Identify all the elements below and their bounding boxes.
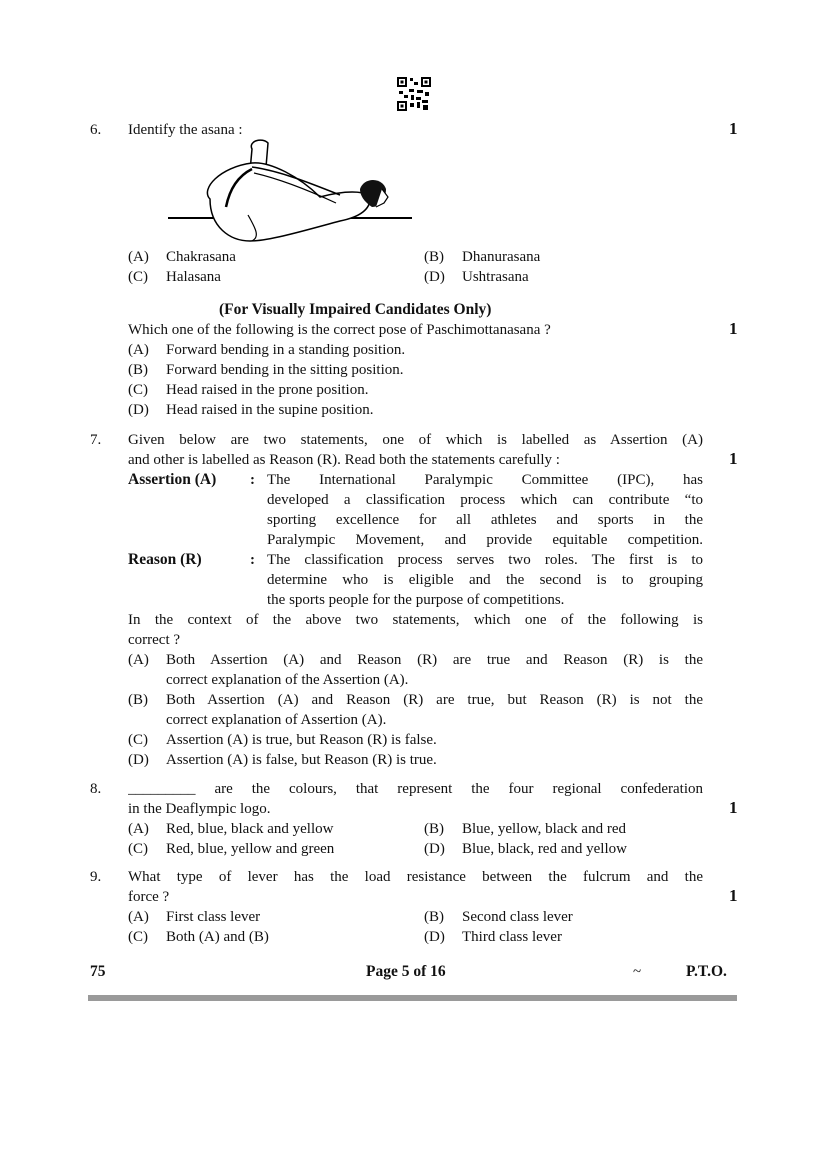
option-text: Both Assertion (A) and Reason (R) are true, but Reason (R) is not the: [166, 692, 703, 708]
option-text: Both Assertion (A) and Reason (R) are true and Reason (R) is the: [166, 652, 703, 668]
option-text: Forward bending in the sitting position.: [166, 362, 404, 378]
question-marks: 1: [729, 798, 738, 817]
assertion-text: developed a classification process which can contribute “to: [267, 492, 703, 508]
question-number: 8.: [90, 781, 102, 797]
question-number: 9.: [90, 869, 102, 885]
question-marks: 1: [729, 886, 738, 905]
option-text: Blue, yellow, black and red: [462, 821, 626, 837]
option-text: Chakrasana: [166, 249, 236, 265]
option-label: (B): [424, 821, 444, 837]
question-number: 7.: [90, 432, 102, 448]
option-text: Head raised in the prone position.: [166, 382, 369, 398]
question-marks: 1: [729, 119, 738, 138]
question-text: Given below are two statements, one of which is labelled as Assertion (A): [128, 432, 703, 448]
option-text: First class lever: [166, 909, 261, 925]
reason-label: Reason (R): [128, 551, 202, 568]
assertion-label: Assertion (A): [128, 471, 217, 488]
question-number: 6.: [90, 122, 102, 138]
option-label: (C): [128, 929, 148, 945]
reason-colon: :: [250, 552, 255, 568]
option-text: Assertion (A) is true, but Reason (R) is false.: [166, 732, 437, 748]
option-label: (B): [424, 909, 444, 925]
option-label: (C): [128, 732, 148, 748]
option-text: Dhanurasana: [462, 249, 541, 265]
option-text: Ushtrasana: [462, 269, 529, 285]
question-text: and other is labelled as Reason (R). Read both the statements carefully :: [128, 452, 560, 468]
option-label: (D): [128, 402, 149, 418]
option-label: (D): [424, 269, 445, 285]
option-text: Halasana: [166, 269, 221, 285]
question-text: What type of lever has the load resistance between the fulcrum and the: [128, 869, 703, 885]
option-label: (C): [128, 841, 148, 857]
option-label: (D): [128, 752, 149, 768]
option-text: Assertion (A) is false, but Reason (R) is true.: [166, 752, 437, 768]
option-text: Blue, black, red and yellow: [462, 841, 627, 857]
option-text: Third class lever: [462, 929, 562, 945]
option-text: correct explanation of Assertion (A).: [166, 712, 387, 728]
reason-text: the sports people for the purpose of competitions.: [267, 592, 565, 608]
option-label: (A): [128, 249, 149, 265]
question-text: force ?: [128, 889, 170, 905]
question-text: _________ are the colours, that represent the four regional confederation: [128, 781, 703, 797]
option-text: Head raised in the supine position.: [166, 402, 374, 418]
question-text: Which one of the following is the correct pose of Paschimottanasana ?: [128, 322, 551, 338]
option-label: (B): [128, 362, 148, 378]
option-text: correct explanation of the Assertion (A).: [166, 672, 409, 688]
option-label: (B): [424, 249, 444, 265]
option-label: (C): [128, 269, 148, 285]
reason-text: determine who is eligible and the second is to grouping: [267, 572, 703, 588]
option-label: (D): [424, 841, 445, 857]
option-label: (A): [128, 342, 149, 358]
context-text: In the context of the above two statements, which one of the following is: [128, 612, 703, 628]
context-text: correct ?: [128, 632, 181, 648]
option-label: (A): [128, 821, 149, 837]
dhanurasana-figure: [160, 137, 420, 249]
question-text: Identify the asana :: [128, 122, 243, 138]
option-label: (A): [128, 909, 149, 925]
option-text: Both (A) and (B): [166, 929, 269, 945]
qr-code: [397, 77, 431, 111]
option-text: Forward bending in a standing position.: [166, 342, 406, 358]
option-text: Second class lever: [462, 909, 573, 925]
assertion-text: The International Paralympic Committee (IPC), has: [267, 472, 703, 488]
tilde-mark: ~: [633, 964, 642, 980]
reason-text: The classification process serves two roles. The first is to: [267, 552, 703, 568]
option-label: (B): [128, 692, 148, 708]
option-label: (A): [128, 652, 149, 668]
option-label: (C): [128, 382, 148, 398]
question-marks: 1: [729, 449, 738, 468]
assertion-colon: :: [250, 472, 255, 488]
pto-label: P.T.O.: [686, 963, 727, 980]
vi-heading: (For Visually Impaired Candidates Only): [219, 301, 492, 318]
option-text: Red, blue, black and yellow: [166, 821, 334, 837]
question-marks: 1: [729, 319, 738, 338]
assertion-text: Paralympic Movement, and provide equitable competition.: [267, 532, 703, 548]
option-text: Red, blue, yellow and green: [166, 841, 335, 857]
assertion-text: sporting excellence for all athletes and sports in the: [267, 512, 703, 528]
page-number: Page 5 of 16: [366, 963, 446, 980]
option-label: (D): [424, 929, 445, 945]
question-text: in the Deaflympic logo.: [128, 801, 271, 817]
footer-rule: [88, 995, 737, 1001]
paper-code: 75: [90, 963, 106, 980]
